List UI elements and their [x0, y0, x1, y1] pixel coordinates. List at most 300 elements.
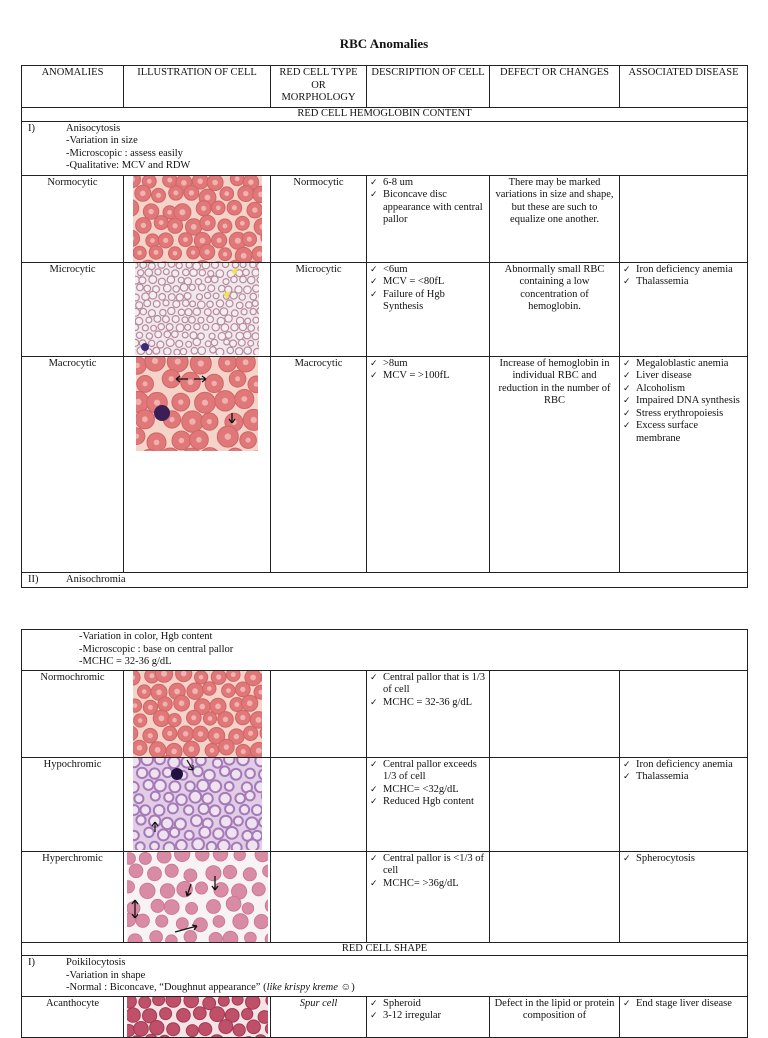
- rbc-pallor: [204, 249, 209, 254]
- rbc-cell: [138, 997, 150, 1008]
- rbc-pallor: [251, 416, 257, 422]
- rbc-pallor: [202, 399, 208, 405]
- rbc-cell: [163, 268, 169, 274]
- rbc-cell: [164, 331, 171, 338]
- rbc-pallor: [156, 689, 162, 695]
- rbc-pallor: [169, 416, 174, 421]
- rbc-cell: [133, 758, 140, 767]
- rbc-cell: [185, 781, 194, 790]
- rbc-cell: [139, 883, 154, 898]
- rbc-cell: [198, 346, 206, 354]
- rbc-cell: [153, 347, 160, 354]
- microcytic-illustration: [135, 263, 259, 355]
- rbc-cell: [147, 866, 161, 880]
- rbc-cell: [176, 1008, 190, 1022]
- rbc-cell: [233, 1023, 245, 1035]
- hyperchromic-illustration: [127, 852, 268, 942]
- rbc-pallor: [197, 731, 202, 736]
- rbc-cell: [258, 1010, 268, 1023]
- rbc-cell: [208, 270, 214, 276]
- rbc-cell: [216, 299, 223, 306]
- rbc-cell: [224, 758, 234, 765]
- rbc-cell: [230, 768, 241, 779]
- rbc-cell: [248, 276, 255, 283]
- rbc-pallor: [226, 688, 231, 693]
- rbc-cell: [252, 300, 258, 306]
- cell-type: Spur cell: [271, 996, 367, 1037]
- rbc-pallor: [140, 190, 146, 196]
- rbc-pallor: [240, 252, 246, 258]
- rbc-pallor: [181, 180, 187, 186]
- rbc-cell: [142, 293, 149, 300]
- rbc-cell: [211, 276, 218, 283]
- rbc-cell: [142, 324, 148, 330]
- rbc-cell: [206, 899, 220, 913]
- rbc-pallor: [213, 732, 219, 738]
- rbc-pallor: [240, 686, 245, 691]
- rbc-pallor: [172, 251, 177, 256]
- rbc-cell: [157, 852, 171, 863]
- rbc-pallor: [167, 730, 172, 735]
- rbc-cell: [198, 301, 206, 309]
- rbc-pallor: [136, 745, 141, 750]
- rbc-cell: [232, 309, 239, 316]
- rbc-cell: [213, 882, 227, 896]
- rbc-cell: [148, 309, 155, 316]
- rbc-pallor: [175, 358, 181, 364]
- description-list: ✓ 6-8 um ✓ Biconcave disc appearance with central pallor: [370, 177, 486, 227]
- rbc-pallor: [150, 238, 155, 243]
- rbc-cell: [144, 299, 151, 306]
- rbc-cell: [239, 293, 245, 299]
- rbc-cell: [237, 758, 249, 765]
- rbc-cell: [244, 286, 252, 294]
- rbc-cell: [146, 332, 152, 338]
- anomaly-name: Hyperchromic: [22, 851, 124, 942]
- table-row: [22, 356, 748, 572]
- anisochromia-intro: -Variation in color, Hgb content -Microscopic : base on central pallor -MCHC = 32-36 g/dL: [22, 630, 748, 671]
- rbc-cell: [162, 767, 171, 776]
- rbc-cell: [231, 276, 237, 282]
- rbc-cell: [254, 914, 268, 928]
- header-defect: DEFECT OR CHANGES: [490, 66, 620, 108]
- rbc-pallor: [216, 674, 221, 679]
- rbc-cell: [182, 332, 188, 338]
- rbc-cell: [212, 758, 221, 767]
- rbc-cell: [220, 766, 230, 776]
- rbc-pallor: [225, 433, 231, 439]
- header-illustration: ILLUSTRATION OF CELL: [124, 66, 271, 108]
- rbc-cell: [139, 852, 151, 864]
- rbc-cell: [192, 838, 204, 850]
- rbc-pallor: [142, 416, 148, 422]
- rbc-cell: [155, 268, 161, 274]
- rbc-cell: [259, 769, 262, 779]
- rbc-pallor: [188, 190, 193, 195]
- rbc-cell: [231, 323, 238, 330]
- rbc-cell: [183, 997, 198, 1008]
- rbc-cell: [202, 263, 210, 269]
- rbc-cell: [210, 346, 216, 352]
- normocytic-illustration: [133, 176, 262, 262]
- rbc-cell: [227, 347, 233, 353]
- rbc-pallor: [197, 178, 203, 184]
- description-list: ✓ Central pallor is <1/3 of cell ✓ MCHC= >36g/dL: [370, 853, 486, 891]
- rbc-cell: [135, 294, 139, 301]
- rbc-cell: [199, 826, 210, 837]
- rbc-cell: [134, 794, 143, 803]
- rbc-cell: [149, 930, 162, 941]
- rbc-cell: [168, 263, 175, 267]
- table-row: [22, 262, 748, 356]
- rbc-pallor: [199, 703, 205, 709]
- rbc-cell: [135, 324, 139, 330]
- rbc-cell: [224, 339, 230, 345]
- cell-type: [271, 851, 367, 942]
- defect-text: Increase of hemoglobin in individual RBC and reduction in the number of RBC: [490, 356, 620, 572]
- rbc-pallor: [241, 396, 247, 402]
- rbc-cell: [127, 852, 136, 864]
- rbc-cell: [133, 830, 139, 839]
- rbc-cell: [184, 930, 197, 942]
- rbc-cell: [230, 291, 237, 298]
- rbc-cell: [233, 852, 245, 861]
- rbc-pallor: [248, 730, 253, 735]
- rbc-cell: [176, 263, 182, 269]
- rbc-cell: [205, 865, 220, 880]
- rbc-cell: [180, 283, 188, 291]
- rbc-pallor: [154, 399, 160, 405]
- rbc-pallor: [255, 747, 261, 753]
- rbc-cell: [184, 830, 193, 839]
- disease-list: ✓ Iron deficiency anemia ✓ Thalassemia: [623, 264, 744, 289]
- rbc-cell: [135, 263, 138, 268]
- rbc-cell: [149, 768, 159, 778]
- rbc-cell: [193, 338, 200, 345]
- rbc-cell: [149, 275, 157, 283]
- disease-list: ✓ Megaloblastic anemia ✓ Liver disease ✓ Alcoholism ✓ Impaired DNA synthesis ✓ Stress erythropoiesis ✓ Excess surface membrane: [623, 358, 744, 446]
- rbc-pallor: [137, 250, 142, 255]
- rbc-cell: [209, 780, 221, 792]
- rbc-pallor: [222, 252, 226, 256]
- rbc-cell: [246, 1020, 260, 1034]
- anomaly-name: Acanthocyte: [22, 996, 124, 1037]
- rbc-cell: [127, 1007, 140, 1021]
- rbc-cell: [173, 300, 180, 307]
- rbc-pallor: [140, 222, 145, 227]
- rbc-cell: [144, 827, 153, 836]
- rbc-cell: [232, 913, 247, 928]
- description-list: ✓ >8um ✓ MCV = >100fL: [370, 358, 486, 383]
- rbc-pallor: [215, 703, 221, 709]
- rbc-cell: [135, 339, 139, 346]
- rbc-cell: [242, 902, 254, 914]
- rbc-cell: [193, 917, 207, 931]
- disease-cell: [620, 670, 748, 757]
- rbc-cell: [136, 767, 146, 777]
- table-row: [22, 757, 748, 851]
- rbc-cell: [186, 1024, 198, 1036]
- rbc-cell: [233, 816, 242, 825]
- rbc-cell: [176, 340, 183, 347]
- rbc-cell: [250, 293, 257, 300]
- rbc-pallor: [222, 223, 227, 228]
- rbc-cell: [151, 325, 157, 331]
- rbc-cell: [226, 827, 238, 839]
- rbc-pallor: [255, 717, 261, 723]
- rbc-cell: [176, 794, 187, 805]
- rbc-cell: [205, 340, 211, 346]
- rbc-pallor: [246, 437, 251, 442]
- rbc-cell: [198, 803, 208, 813]
- rbc-cell: [209, 1006, 224, 1021]
- rbc-cell: [253, 284, 259, 291]
- rbc-cell: [220, 815, 232, 827]
- anomaly-name: Macrocytic: [22, 356, 124, 572]
- rbc-pallor: [235, 376, 240, 381]
- rbc-cell: [136, 914, 149, 927]
- rbc-cell: [158, 278, 165, 285]
- rbc-cell: [189, 790, 201, 802]
- rbc-pallor: [256, 251, 261, 256]
- rbc-pallor: [191, 715, 196, 720]
- rbc-cell: [204, 308, 211, 315]
- rbc-cell: [202, 793, 212, 803]
- defect-text: There may be marked variations in size and shape, but these are such to equalize one another.: [490, 175, 620, 262]
- rbc-cell: [182, 316, 188, 322]
- rbc-pallor: [147, 733, 152, 738]
- description-list: ✓ Spheroid ✓ 3-12 irregular: [370, 998, 486, 1023]
- rbc-pallor: [158, 220, 163, 225]
- rbc-pallor: [240, 749, 245, 754]
- defect-text: [490, 851, 620, 942]
- rbc-pallor: [223, 744, 228, 749]
- rbc-cell: [219, 285, 226, 292]
- description-list: ✓ <6um ✓ MCV = <80fL ✓ Failure of Hgb Synthesis: [370, 264, 486, 314]
- rbc-cell: [254, 348, 259, 355]
- rbc-cell: [140, 263, 147, 268]
- description-list: ✓ Central pallor that is 1/3 of cell ✓ MCHC = 32-36 g/dL: [370, 672, 486, 710]
- rbc-pallor: [196, 437, 202, 443]
- rbc-cell: [248, 340, 254, 346]
- hypochromic-illustration: [133, 758, 262, 850]
- macrocytic-illustration: [136, 357, 258, 451]
- rbc-cell: [241, 308, 247, 314]
- rbc-cell: [190, 269, 197, 276]
- intro-line: -Variation in size: [25, 135, 744, 148]
- rbc-cell: [158, 263, 165, 268]
- rbc-pallor: [174, 688, 180, 694]
- rbc-cell: [150, 841, 159, 849]
- rbc-cell: [212, 323, 219, 330]
- rbc-cell: [138, 269, 144, 275]
- rbc-cell: [164, 347, 171, 354]
- disease-list: ✓ Iron deficiency anemia ✓ Thalassemia: [623, 759, 744, 784]
- rbc-cell: [244, 346, 251, 353]
- rbc-cell: [218, 997, 229, 1006]
- rbc-cell: [186, 263, 192, 268]
- rbc-cell: [172, 330, 179, 337]
- rbc-cell: [190, 301, 196, 307]
- rbc-pallor: [190, 224, 196, 230]
- cell-type: [271, 670, 367, 757]
- rbc-cell: [197, 293, 203, 299]
- rbc-cell: [255, 758, 262, 766]
- rbc-cell: [137, 284, 144, 291]
- rbc-cell: [157, 341, 164, 348]
- rbc-cell: [245, 791, 254, 800]
- rbc-cell: [245, 318, 251, 324]
- rbc-cell: [213, 293, 219, 299]
- rbc-cell: [219, 792, 230, 803]
- rbc-pallor: [178, 399, 183, 404]
- rbc-cell: [191, 347, 198, 354]
- rbc-cell: [136, 332, 142, 338]
- section-shape: RED CELL SHAPE: [22, 942, 748, 956]
- rbc-cell: [176, 323, 184, 331]
- rbc-cell: [235, 347, 242, 354]
- rbc-cell: [225, 331, 232, 338]
- rbc-cell: [211, 339, 217, 345]
- rbc-cell: [235, 793, 245, 803]
- rbc-cell: [167, 276, 174, 283]
- rbc-cell: [133, 1021, 148, 1036]
- rbc-cell: [140, 805, 150, 815]
- rbc-cell: [154, 758, 164, 764]
- rbc-cell: [246, 301, 253, 308]
- rbc-cell: [185, 308, 192, 315]
- rbc-cell: [250, 263, 256, 268]
- rbc-pallor: [189, 418, 195, 424]
- rbc-cell: [236, 302, 243, 309]
- rbc-cell: [183, 299, 190, 306]
- rbc-pallor: [183, 731, 188, 736]
- rbc-cell: [169, 827, 178, 836]
- rbc-pallor: [158, 715, 164, 721]
- defect-text: Defect in the lipid or protein composition of: [490, 996, 620, 1037]
- rbc-cell: [257, 276, 259, 282]
- rbc-cell: [218, 332, 226, 340]
- rbc-pallor: [172, 223, 177, 228]
- rbc-cell: [165, 864, 178, 877]
- rbc-cell: [145, 268, 152, 275]
- rbc-cell: [244, 932, 256, 942]
- rbc-cell: [212, 263, 219, 268]
- rbc-cell: [163, 299, 169, 305]
- rbc-cell: [209, 932, 222, 942]
- rbc-pallor: [240, 714, 245, 719]
- rbc-pallor: [246, 236, 251, 241]
- rbc-cell: [189, 316, 196, 323]
- rbc-cell: [245, 768, 255, 778]
- rbc-pallor: [152, 357, 158, 363]
- rbc-pallor: [230, 672, 235, 677]
- rbc-cell: [193, 1006, 206, 1019]
- rbc-cell: [168, 758, 180, 768]
- rbc-pallor: [192, 688, 198, 694]
- rbc-cell: [139, 276, 146, 283]
- rbc-pallor: [199, 237, 205, 243]
- rbc-pallor: [167, 177, 172, 182]
- table-row: [22, 670, 748, 757]
- rbc-cell: [257, 263, 259, 269]
- rbc-cell: [174, 349, 180, 355]
- rbc-cell: [153, 805, 164, 816]
- rbc-cell: [172, 315, 179, 322]
- rbc-pallor: [179, 437, 185, 443]
- rbc-cell: [184, 292, 191, 299]
- rbc-cell: [159, 1007, 171, 1019]
- rbc-pallor: [167, 210, 172, 215]
- rbc-pallor: [147, 704, 152, 709]
- rbc-pallor: [233, 733, 238, 738]
- rbc-cell: [243, 269, 250, 276]
- rbc-cell: [178, 277, 184, 283]
- rbc-cell: [160, 309, 166, 315]
- rbc-cell: [252, 882, 265, 895]
- rbc-cell: [252, 269, 259, 276]
- header-description: DESCRIPTION OF CELL: [367, 66, 490, 108]
- rbc-pallor: [146, 178, 151, 183]
- rbc-pallor: [204, 220, 209, 225]
- rbc-cell: [207, 316, 214, 323]
- rbc-cell: [223, 278, 229, 284]
- rbc-pallor: [149, 673, 154, 678]
- header-anomalies: ANOMALIES: [22, 66, 124, 108]
- rbc-cell: [165, 997, 180, 1007]
- rbc-pallor: [154, 439, 160, 445]
- anomaly-name: Normocytic: [22, 175, 124, 262]
- rbc-cell: [209, 805, 220, 816]
- rbc-cell: [168, 293, 175, 300]
- table-header: [22, 66, 748, 108]
- rbc-cell: [157, 829, 168, 840]
- anisocytosis-intro: [22, 121, 748, 175]
- acanthocyte-illustration: [127, 997, 268, 1037]
- rbc-pallor: [198, 360, 204, 366]
- anisochromia-heading: II) Anisochromia: [22, 572, 748, 588]
- rbc-cell: [244, 331, 251, 338]
- rbc-cell: [255, 781, 262, 792]
- normochromic-illustration: [133, 671, 262, 757]
- rbc-cell: [222, 263, 228, 268]
- rbc-cell: [232, 997, 243, 1005]
- rbc-pallor: [222, 397, 228, 403]
- rbc-cell: [163, 842, 174, 850]
- page-title: RBC Anomalies: [0, 36, 768, 52]
- rbc-cell: [225, 314, 232, 321]
- rbc-pallor: [204, 194, 210, 200]
- rbc-cell: [222, 931, 237, 942]
- rbc-cell: [199, 269, 205, 275]
- defect-text: [490, 670, 620, 757]
- rbc-cell: [136, 815, 145, 824]
- rbc-pallor: [207, 686, 212, 691]
- rbc-cell: [205, 292, 211, 298]
- rbc-cell: [245, 997, 259, 1009]
- rbc-cell: [238, 339, 245, 346]
- rbc-cell: [239, 323, 246, 330]
- rbc-pallor: [143, 381, 148, 386]
- table-row: [22, 996, 748, 1037]
- rbc-pallor: [153, 250, 158, 255]
- rbc-pallor: [252, 207, 257, 212]
- rbc-pallor: [198, 675, 203, 680]
- rbc-pallor: [201, 205, 206, 210]
- anomaly-name: Microcytic: [22, 262, 124, 356]
- rbc-cell: [160, 883, 174, 897]
- rbc-pallor: [222, 716, 227, 721]
